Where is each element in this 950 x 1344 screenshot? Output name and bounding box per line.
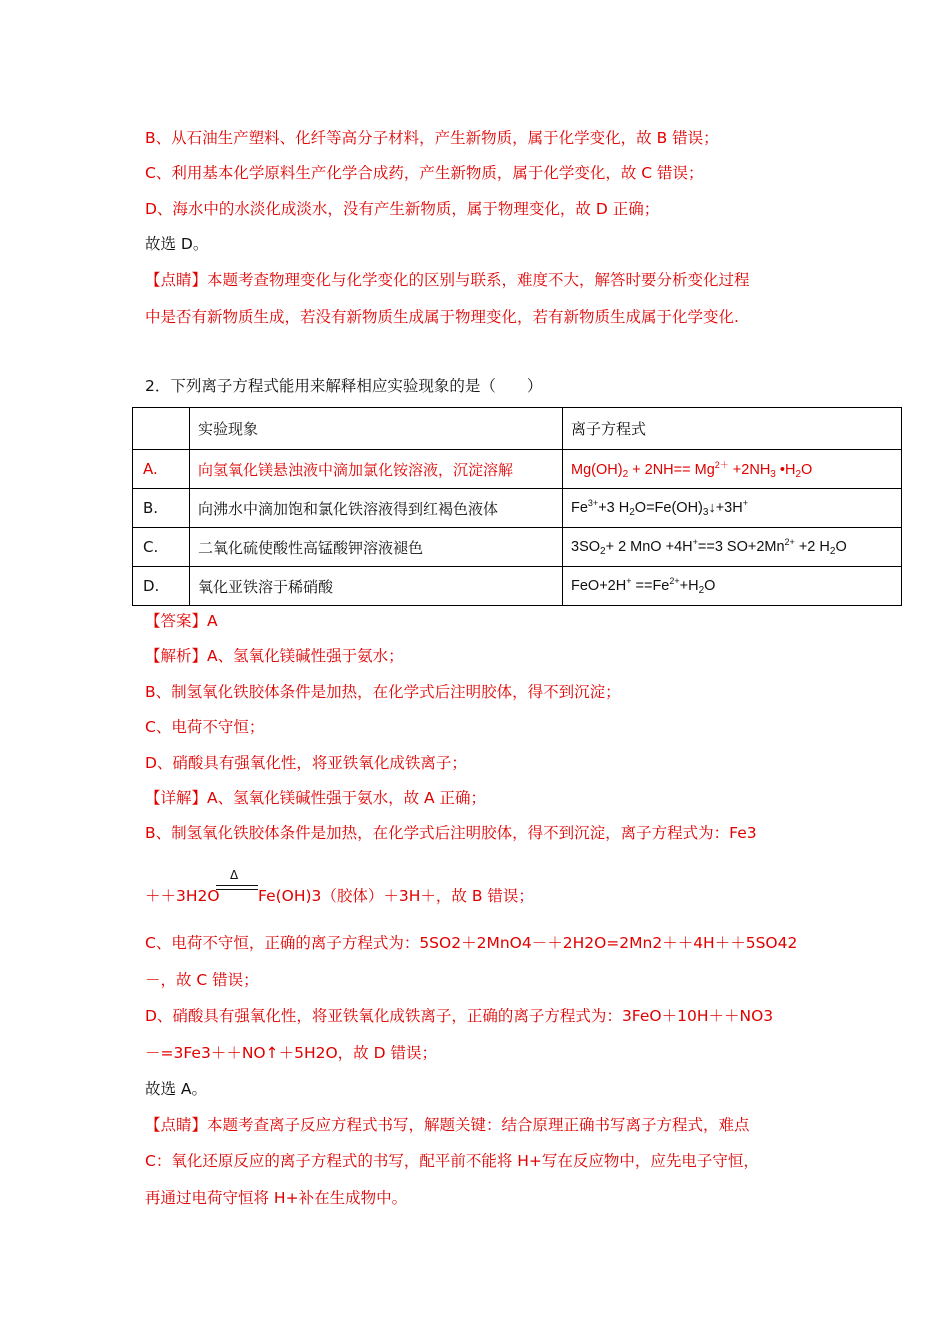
question-table bbox=[132, 407, 902, 606]
option-c-explanation: C、利用基本化学原料生产化学合成药，产生新物质，属于化学变化，故 C 错误； bbox=[145, 164, 704, 182]
tip-line: 【点睛】本题考查离子反应方程式书写，解题关键：结合原理正确书写离子方程式，难点 bbox=[145, 1116, 750, 1134]
table-row bbox=[133, 489, 902, 528]
analysis-line: D、硝酸具有强氧化性，将亚铁氧化成铁离子； bbox=[145, 754, 467, 772]
row-equation: $FeO+2H^+ ==Fe^{2+}+H_2O$ bbox=[563, 567, 902, 606]
detail-line: 【详解】A、氢氧化镁碱性强于氨水，故 A 正确； bbox=[145, 789, 487, 807]
table-row bbox=[133, 528, 902, 567]
analysis-line: B、制氢氧化铁胶体条件是加热，在化学式后注明胶体，得不到沉淀； bbox=[145, 683, 621, 701]
row-phenomenon: 氧化亚铁溶于稀硝酸 bbox=[190, 567, 563, 606]
option-b-explanation: B、从石油生产塑料、化纤等高分子材料，产生新物质，属于化学变化，故 B 错误； bbox=[145, 129, 719, 147]
row-equation: $3SO_2+ 2$ MnO +4H+==3 $SO+2Mn^{2+} +2$ $H_2O$ bbox=[563, 528, 902, 567]
row-equation: $Mg(OH)_2 + 2NH== Mg^{2+} +2NH_3$ $•H_2O$ bbox=[563, 450, 902, 489]
table-header-row bbox=[133, 408, 902, 450]
prev-conclusion: 故选 D。 bbox=[145, 235, 209, 253]
detail-line: C、电荷不守恒，正确的离子方程式为：5SO2＋2MnO4－＋2H2O=2Mn2＋＋4H＋＋5SO42 bbox=[145, 934, 798, 952]
header-label-cell bbox=[133, 408, 190, 450]
question-text: 2．下列离子方程式能用来解释相应实验现象的是（ ） bbox=[145, 377, 543, 395]
answer: 【答案】A bbox=[145, 612, 218, 630]
row-label: D. bbox=[133, 567, 190, 606]
row-label: C. bbox=[133, 528, 190, 567]
detail-line-part-a: ＋＋3H2O bbox=[145, 887, 220, 905]
header-equation: 离子方程式 bbox=[563, 408, 902, 450]
row-phenomenon: 向氢氧化镁悬浊液中滴加氯化铵溶液，沉淀溶解 bbox=[190, 450, 563, 489]
analysis-line: C、电荷不守恒； bbox=[145, 718, 265, 736]
tip-line: 再通过电荷守恒将 H+补在生成物中。 bbox=[145, 1189, 408, 1207]
detail-line: D、硝酸具有强氧化性，将亚铁氧化成铁离子，正确的离子方程式为：3FeO＋10H＋＋NO3 bbox=[145, 1007, 774, 1025]
table-row bbox=[133, 567, 902, 606]
delta-symbol: Δ bbox=[230, 868, 239, 882]
detail-line: B、制氢氧化铁胶体条件是加热，在化学式后注明胶体，得不到沉淀，离子方程式为：Fe3 bbox=[145, 824, 757, 842]
row-equation: $Fe^{3+}+3$ $H_2O=Fe(OH)_3↓+3H^+$ bbox=[563, 489, 902, 528]
option-d-explanation: D、海水中的水淡化成淡水，没有产生新物质，属于物理变化，故 D 正确； bbox=[145, 200, 660, 218]
detail-line: －，故 C 错误； bbox=[145, 971, 259, 989]
header-phenomenon: 实验现象 bbox=[190, 408, 563, 450]
tip-line: C：氧化还原反应的离子方程式的书写，配平前不能将 H+写在反应物中，应先电子守恒， bbox=[145, 1152, 759, 1170]
detail-line: －=3Fe3＋＋NO↑＋5H2O，故 D 错误； bbox=[145, 1044, 437, 1062]
prev-tip-line-2: 中是否有新物质生成，若没有新物质生成属于物理变化，若有新物质生成属于化学变化. bbox=[145, 308, 739, 326]
heating-equals-sign bbox=[216, 868, 258, 895]
table-row bbox=[133, 450, 902, 489]
row-label: B. bbox=[133, 489, 190, 528]
conclusion: 故选 A。 bbox=[145, 1080, 208, 1098]
row-label: A. bbox=[133, 450, 190, 489]
row-phenomenon: 二氧化硫使酸性高锰酸钾溶液褪色 bbox=[190, 528, 563, 567]
row-phenomenon: 向沸水中滴加饱和氯化铁溶液得到红褐色液体 bbox=[190, 489, 563, 528]
prev-tip-line-1: 【点睛】本题考查物理变化与化学变化的区别与联系，难度不大，解答时要分析变化过程 bbox=[145, 271, 750, 289]
analysis-line: 【解析】A、氢氧化镁碱性强于氨水； bbox=[145, 647, 404, 665]
detail-line-part-b: Fe(OH)3（胶体）＋3H＋，故 B 错误； bbox=[258, 887, 534, 905]
